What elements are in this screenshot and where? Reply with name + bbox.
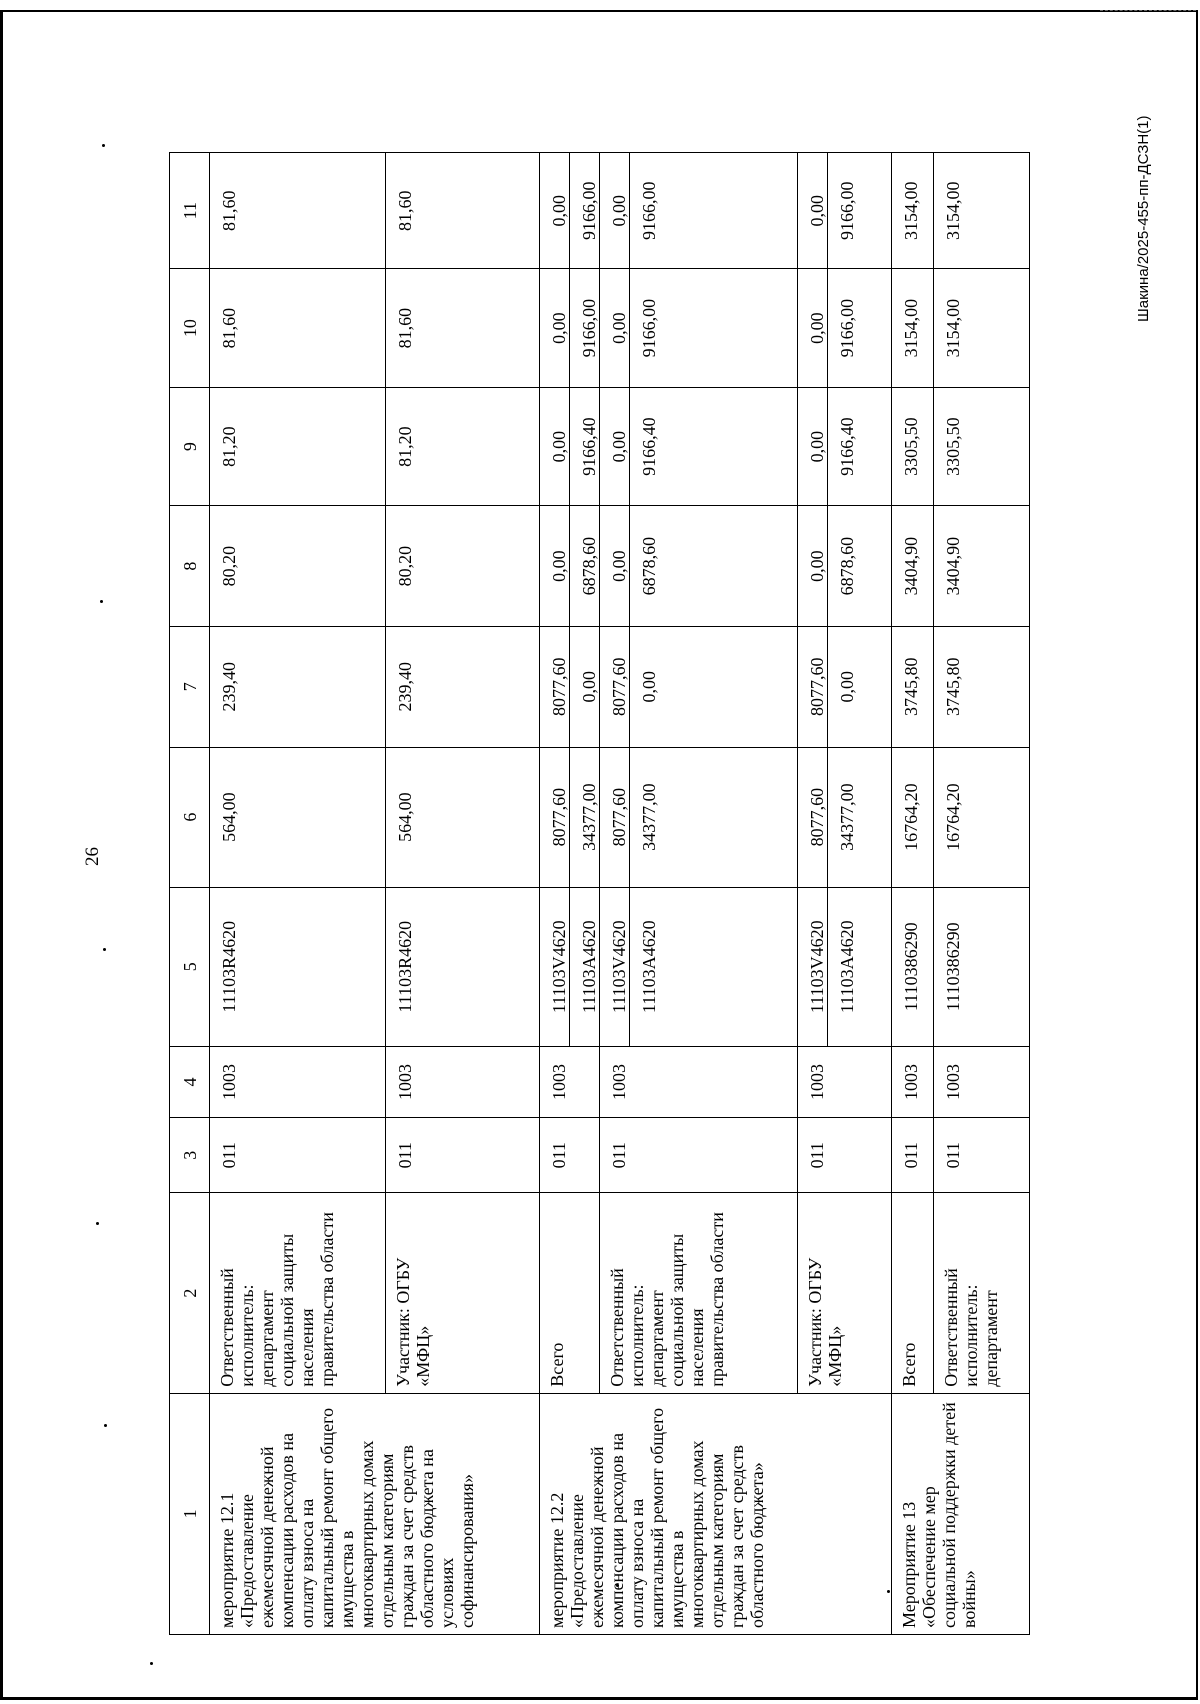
value-cell-c6: 8077,60	[540, 747, 570, 887]
value-cell-c11: 9166,00	[630, 153, 798, 269]
value-cell-c3: 011	[934, 1118, 1030, 1193]
value-cell-c11: 0,00	[600, 153, 630, 269]
value-cell-c8: 80,20	[210, 506, 386, 627]
value-cell-c6: 16764,20	[892, 747, 934, 887]
value-cell-c11: 0,00	[798, 153, 828, 269]
value-cell-c10: 81,60	[386, 269, 540, 387]
value-cell-c10: 3154,00	[892, 269, 934, 387]
executor-cell: Всего	[892, 1193, 934, 1393]
value-cell-c9: 81,20	[386, 387, 540, 505]
value-cell-c6: 16764,20	[934, 747, 1030, 887]
value-cell-c10: 0,00	[600, 269, 630, 387]
value-cell-c5: 11103V4620	[798, 887, 828, 1046]
executor-cell: Всего	[540, 1193, 600, 1393]
value-cell-c7: 3745,80	[892, 626, 934, 747]
value-cell-c9: 0,00	[798, 387, 828, 505]
value-cell-c5: 11103A4620	[630, 887, 798, 1046]
value-cell-c7: 0,00	[570, 626, 600, 747]
column-header-1: 1	[170, 1393, 210, 1634]
value-cell-c9: 9166,40	[630, 387, 798, 505]
value-cell-c6: 564,00	[386, 747, 540, 887]
budget-table	[169, 152, 1030, 1635]
executor-cell: Участник: ОГБУ «МФЦ»	[798, 1193, 892, 1393]
value-cell-c4: 1003	[386, 1046, 540, 1117]
table-row	[540, 153, 570, 1635]
executor-cell: Ответственный исполнитель: департамент	[934, 1193, 1030, 1393]
value-cell-c3: 011	[600, 1118, 798, 1193]
measure-13-title: Мероприятие 13 «Обеспечение мер социальной поддержки детей войны»	[892, 1393, 1030, 1634]
value-cell-c6: 34377,00	[828, 747, 892, 887]
value-cell-c6: 34377,00	[570, 747, 600, 887]
value-cell-c8: 6878,60	[828, 506, 892, 627]
value-cell-c8: 80,20	[386, 506, 540, 627]
value-cell-c6: 564,00	[210, 747, 386, 887]
document-footer: Шакина/2025-455-пп-ДСЗН(1)	[1135, 115, 1152, 322]
value-cell-c9: 81,20	[210, 387, 386, 505]
value-cell-c5: 11103V4620	[540, 887, 570, 1046]
value-cell-c3: 011	[892, 1118, 934, 1193]
value-cell-c9: 0,00	[540, 387, 570, 505]
value-cell-c4: 1003	[934, 1046, 1030, 1117]
value-cell-c6: 8077,60	[600, 747, 630, 887]
column-header-4: 4	[170, 1046, 210, 1117]
value-cell-c10: 3154,00	[934, 269, 1030, 387]
value-cell-c3: 011	[210, 1118, 386, 1193]
value-cell-c5: 11103V4620	[600, 887, 630, 1046]
value-cell-c7: 8077,60	[540, 626, 570, 747]
value-cell-c4: 1003	[798, 1046, 892, 1117]
measure-12-1-title: мероприятие 12.1 «Предоставление ежемесячной денежной компенсации расходов на оплату взноса на капитальный ремонт общего имущества в многоквартирных домах отдельным категориям граждан за счет средств областного бюджета на условиях софинансирования»	[210, 1393, 540, 1634]
column-header-9: 9	[170, 387, 210, 505]
value-cell-c8: 6878,60	[630, 506, 798, 627]
value-cell-c5: 11103R4620	[386, 887, 540, 1046]
value-cell-c5: 1110386290	[892, 887, 934, 1046]
value-cell-c9: 9166,40	[570, 387, 600, 505]
value-cell-c3: 011	[540, 1118, 600, 1193]
value-cell-c10: 0,00	[798, 269, 828, 387]
value-cell-c3: 011	[386, 1118, 540, 1193]
measure-12-2-title: мероприятие 12.2 «Предоставление ежемесячной денежной компенсации расходов на оплату взноса на капитальный ремонт общего имущества в многоквартирных домах отдельным категориям граждан за счет средств областного бюджета»	[540, 1393, 892, 1634]
column-header-11: 11	[170, 153, 210, 269]
value-cell-c8: 0,00	[600, 506, 630, 627]
table-row	[892, 153, 934, 1635]
value-cell-c8: 0,00	[540, 506, 570, 627]
value-cell-c11: 3154,00	[892, 153, 934, 269]
value-cell-c8: 3404,90	[892, 506, 934, 627]
value-cell-c11: 0,00	[540, 153, 570, 269]
page-number: 26	[82, 847, 103, 866]
value-cell-c7: 3745,80	[934, 626, 1030, 747]
value-cell-c4: 1003	[210, 1046, 386, 1117]
value-cell-c10: 9166,00	[570, 269, 600, 387]
value-cell-c7: 8077,60	[600, 626, 630, 747]
value-cell-c10: 0,00	[540, 269, 570, 387]
value-cell-c7: 239,40	[386, 626, 540, 747]
executor-cell: Участник: ОГБУ «МФЦ»	[386, 1193, 540, 1393]
column-header-6: 6	[170, 747, 210, 887]
value-cell-c9: 9166,40	[828, 387, 892, 505]
value-cell-c4: 1003	[600, 1046, 798, 1117]
value-cell-c11: 81,60	[210, 153, 386, 269]
table-header-row	[170, 153, 210, 1635]
value-cell-c5: 1110386290	[934, 887, 1030, 1046]
value-cell-c9: 3305,50	[934, 387, 1030, 505]
value-cell-c8: 3404,90	[934, 506, 1030, 627]
table-row	[210, 153, 386, 1635]
column-header-5: 5	[170, 887, 210, 1046]
value-cell-c6: 8077,60	[798, 747, 828, 887]
executor-cell: Ответственный исполнитель: департамент социальной защиты населения правительства области	[600, 1193, 798, 1393]
value-cell-c8: 6878,60	[570, 506, 600, 627]
value-cell-c4: 1003	[540, 1046, 600, 1117]
column-header-8: 8	[170, 506, 210, 627]
value-cell-c11: 3154,00	[934, 153, 1030, 269]
value-cell-c4: 1003	[892, 1046, 934, 1117]
value-cell-c9: 0,00	[600, 387, 630, 505]
value-cell-c5: 11103A4620	[570, 887, 600, 1046]
executor-cell: Ответственный исполнитель: департамент социальной защиты населения правительства области	[210, 1193, 386, 1393]
column-header-7: 7	[170, 626, 210, 747]
value-cell-c5: 11103R4620	[210, 887, 386, 1046]
value-cell-c11: 81,60	[386, 153, 540, 269]
value-cell-c11: 9166,00	[570, 153, 600, 269]
value-cell-c5: 11103A4620	[828, 887, 892, 1046]
value-cell-c10: 9166,00	[630, 269, 798, 387]
value-cell-c8: 0,00	[798, 506, 828, 627]
value-cell-c3: 011	[798, 1118, 892, 1193]
column-header-10: 10	[170, 269, 210, 387]
value-cell-c6: 34377,00	[630, 747, 798, 887]
value-cell-c9: 3305,50	[892, 387, 934, 505]
column-header-3: 3	[170, 1118, 210, 1193]
value-cell-c11: 9166,00	[828, 153, 892, 269]
column-header-2: 2	[170, 1193, 210, 1393]
value-cell-c10: 9166,00	[828, 269, 892, 387]
value-cell-c7: 0,00	[630, 626, 798, 747]
value-cell-c7: 8077,60	[798, 626, 828, 747]
value-cell-c7: 239,40	[210, 626, 386, 747]
value-cell-c7: 0,00	[828, 626, 892, 747]
value-cell-c10: 81,60	[210, 269, 386, 387]
